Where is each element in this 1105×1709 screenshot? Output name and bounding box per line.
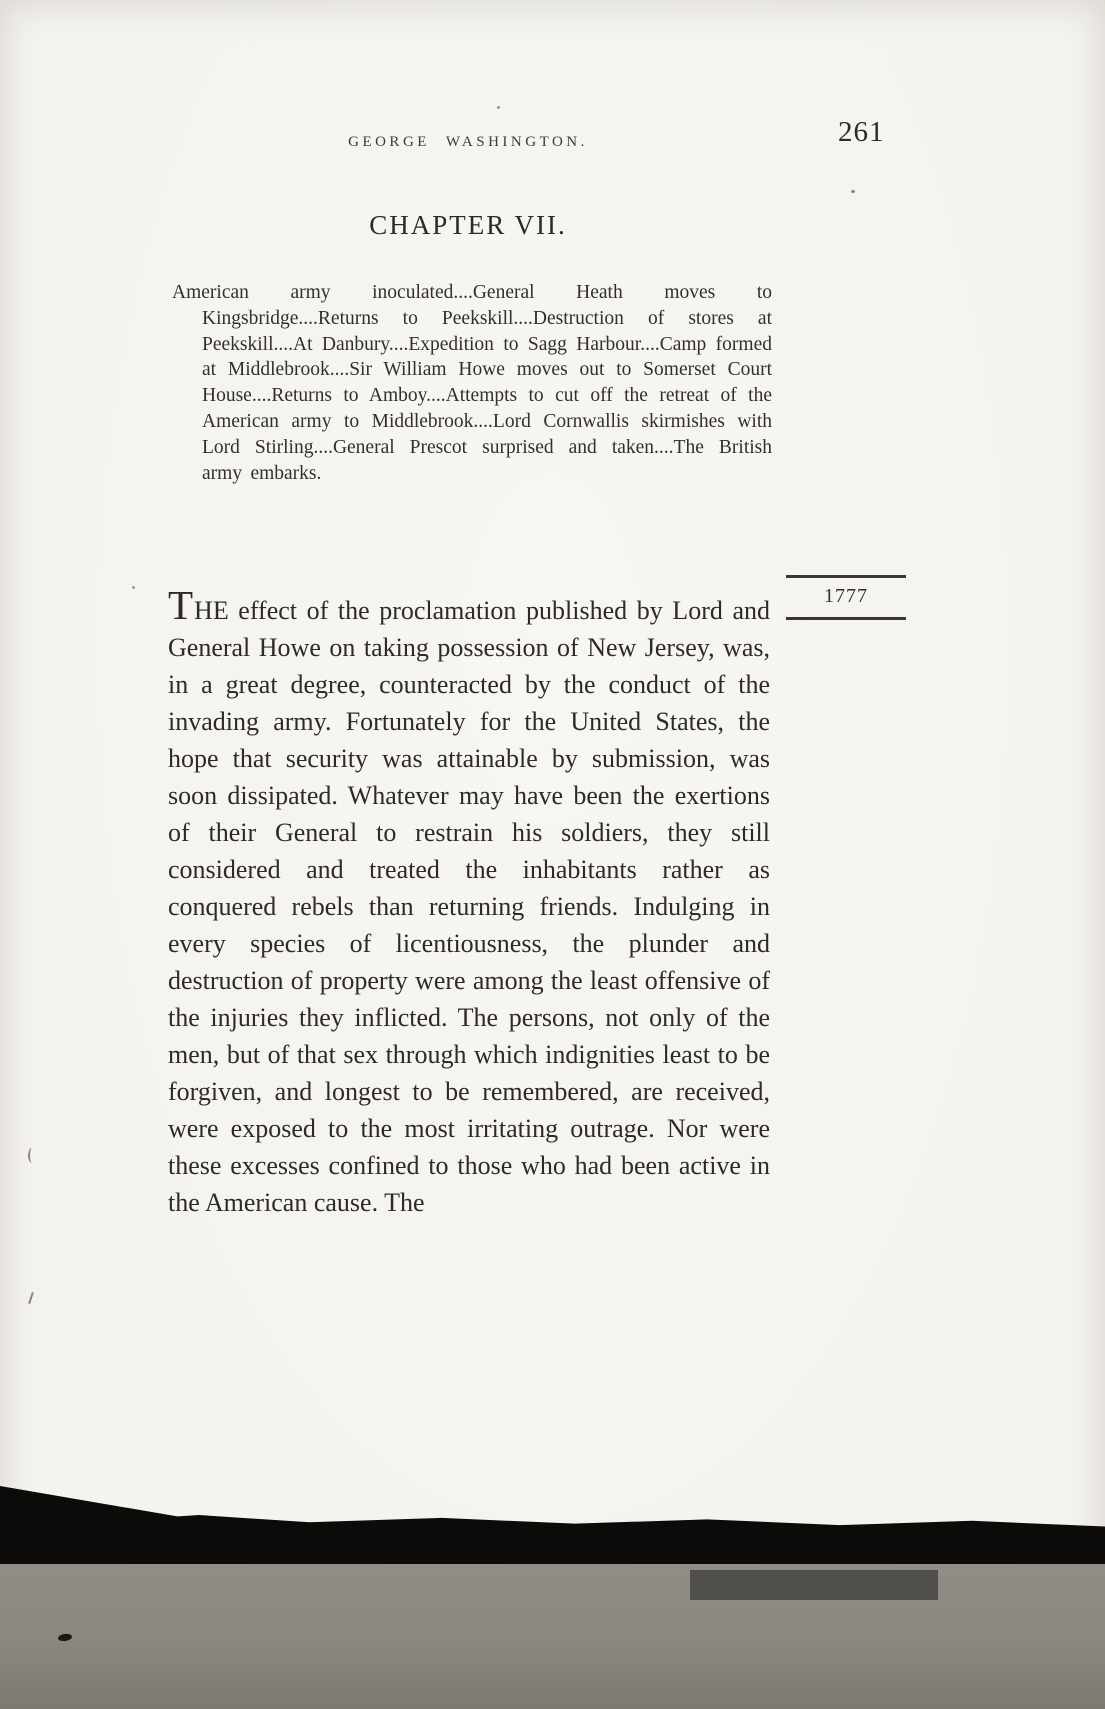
drop-cap-initial: T xyxy=(168,582,195,628)
margin-mark-slash xyxy=(28,1292,34,1304)
body-text: HE effect of the proclamation published by Lord and General Howe on taking possession of New Jersey, was, in a great degree, counteracted by the conduct of the invading army. Fortunately for the United States, the hope that security was attainable by submission, was soon dissipated. Whatever may have been the exertions of their General to restrain his soldiers, they still considered and treated the inhabitants rather as conquered rebels than returning friends. Indulging in every species of licentiousness, the plunder and destruction of property were among the least offensive of the injuries they inflicted. The persons, not only of the men, but of that sex through which indignities least to be forgiven, and longest to be remembered, are received, were exposed to the most irritating outrage. Nor were these excesses confined to those who had been active in the American cause. The xyxy=(168,596,770,1217)
scan-shadow-strip xyxy=(690,1570,938,1600)
paper-speck xyxy=(132,586,135,589)
scanner-background xyxy=(0,1558,1105,1709)
scan-black-band xyxy=(0,1492,1105,1564)
paper-speck xyxy=(497,106,500,109)
chapter-heading: CHAPTER VII. xyxy=(369,210,567,240)
paper-speck xyxy=(851,190,855,193)
body-paragraph xyxy=(168,582,770,1221)
page-number: 261 xyxy=(838,116,885,148)
chapter-synopsis: American army inoculated....General Heath moves to Kingsbridge....Returns to Peekskill....Destruction of stores at Peekskill....At Danbury....Expedition to Sagg Harbour....Camp formed at Middlebrook....Sir William Howe moves out to Somerset Court House....Returns to Amboy....Attempts to cut off the retreat of the American army to Middlebrook....Lord Cornwallis skirmishes with Lord Stirling....General Prescot surprised and taken....The British army embarks. xyxy=(172,282,772,484)
running-title: GEORGE WASHINGTON. xyxy=(348,134,588,150)
margin-mark-paren xyxy=(28,1148,36,1163)
margin-year-sidenote: 1777 xyxy=(786,575,906,620)
